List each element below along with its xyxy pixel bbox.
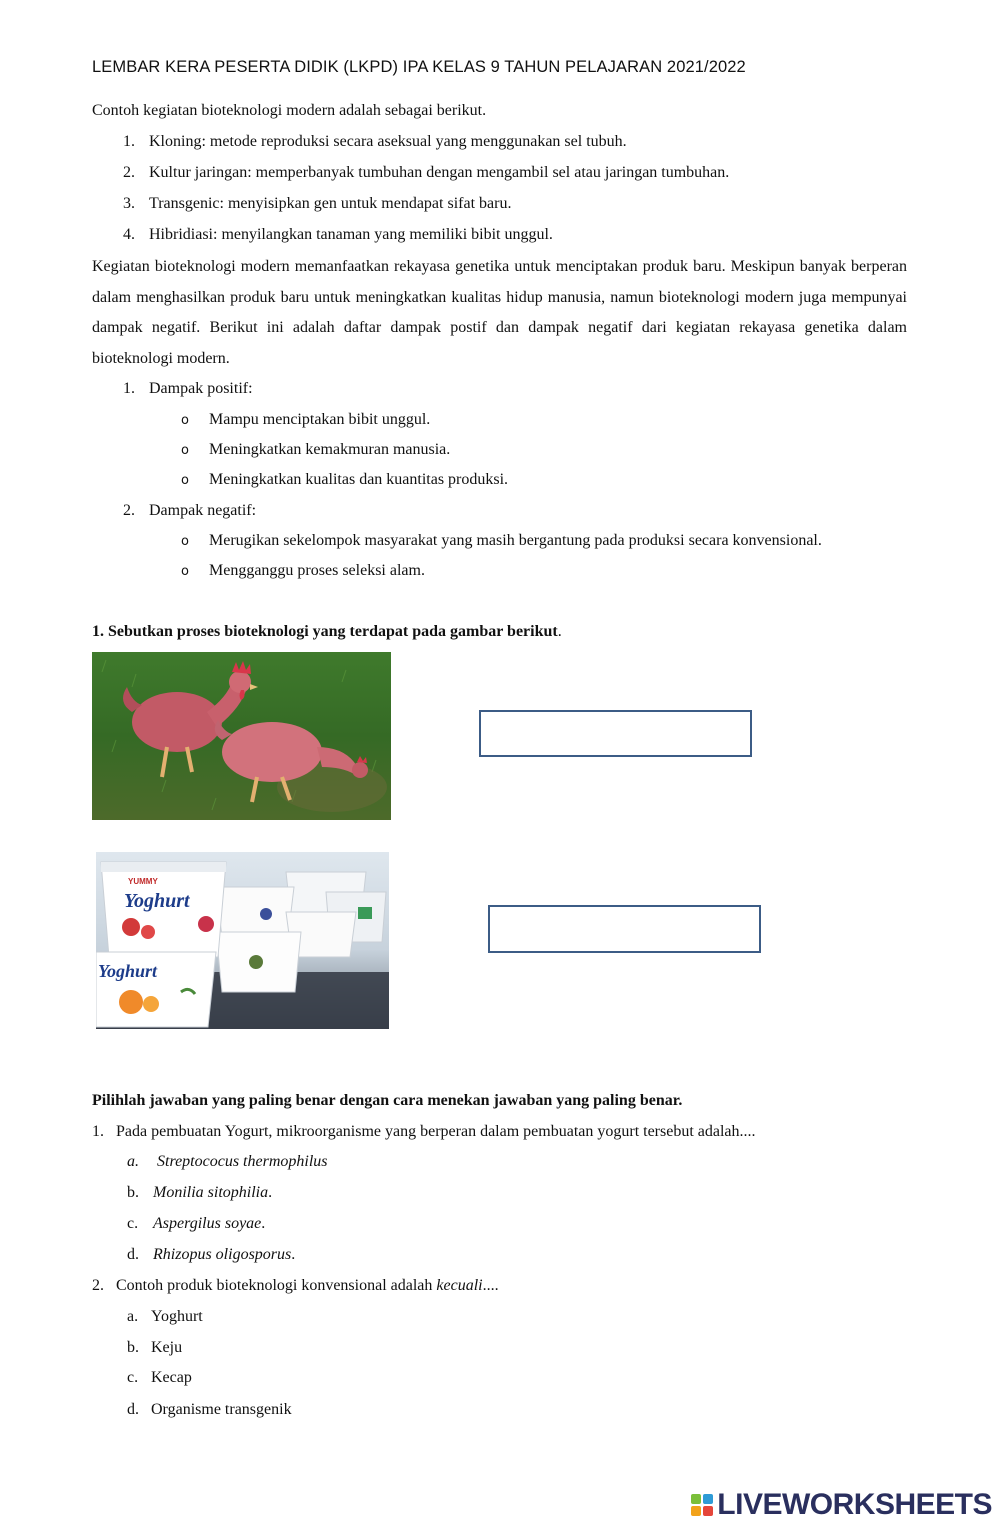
answer-box-2[interactable]	[488, 905, 761, 953]
list-item: 2. Kultur jaringan: memperbanyak tumbuhan dengan mengambil sel atau jaringan tumbuhan.	[123, 164, 730, 181]
yoghurt-label-front: Yoghurt	[124, 890, 190, 912]
mc-question-2: 2. Contoh produk bioteknologi konvensional adalah kecuali....	[92, 1277, 499, 1294]
list-item: o Meningkatkan kualitas dan kuantitas produksi.	[181, 471, 509, 488]
intro-text: Contoh kegiatan bioteknologi modern adalah sebagai berikut.	[92, 102, 487, 119]
list-item: o Meningkatkan kemakmuran manusia.	[181, 441, 451, 458]
mc-option-2d[interactable]: d. Organisme transgenik	[127, 1401, 292, 1418]
liveworksheets-logo-text: LIVEWORKSHEETS	[717, 1488, 992, 1521]
mc-option-1c[interactable]: c. Aspergilus soyae.	[127, 1215, 266, 1232]
answer-box-1[interactable]	[479, 710, 752, 757]
liveworksheets-logo	[691, 1488, 992, 1522]
mc-instruction: Pilihlah jawaban yang paling benar dengan cara menekan jawaban yang paling benar.	[92, 1092, 683, 1109]
mc-option-2c[interactable]: c. Kecap	[127, 1369, 192, 1386]
mc-option-2a[interactable]: a. Yoghurt	[127, 1308, 203, 1325]
list-item: 4. Hibridiasi: menyilangkan tanaman yang memiliki bibit unggul.	[123, 226, 553, 243]
yoghurt-cups-image	[96, 852, 389, 1029]
impact-negative-heading: 2. Dampak negatif:	[123, 502, 257, 519]
list-item: 3. Transgenic: menyisipkan gen untuk mendapat sifat baru.	[123, 195, 512, 212]
list-item: 1. Kloning: metode reproduksi secara aseksual yang menggunakan sel tubuh.	[123, 133, 627, 150]
mc-option-1d[interactable]: d. Rhizopus oligosporus.	[127, 1246, 296, 1263]
liveworksheets-logo-icon	[691, 1494, 713, 1516]
impact-positive-heading: 1. Dampak positif:	[123, 380, 253, 397]
mc-option-1a[interactable]: a. Streptococus thermophilus	[127, 1153, 328, 1170]
list-item: o Mampu menciptakan bibit unggul.	[181, 411, 431, 428]
yoghurt-label-bottom: Yoghurt	[98, 961, 158, 981]
worksheet-title: LEMBAR KERA PESERTA DIDIK (LKPD) IPA KELAS 9 TAHUN PELAJARAN 2021/2022	[92, 58, 746, 76]
list-item: o Merugikan sekelompok masyarakat yang masih bergantung pada produksi secara konvensional.	[181, 532, 822, 549]
question-1-prompt: 1. Sebutkan proses bioteknologi yang terdapat pada gambar berikut.	[92, 623, 562, 640]
body-paragraph: Kegiatan bioteknologi modern memanfaatkan rekayasa genetika untuk menciptakan produk baru. Meskipun banyak berperan dalam menghasilkan produk baru untuk meningkatkan kualitas hidup manusia, namun bioteknologi modern juga mempunyai dampak negatif. Berikut ini adalah daftar dampak postif dan dampak negatif dari kegiatan rekayasa genetika dalam bioteknologi modern.	[92, 258, 907, 367]
mc-option-1b[interactable]: b. Monilia sitophilia.	[127, 1184, 273, 1201]
list-item: o Mengganggu proses seleksi alam.	[181, 562, 425, 579]
yoghurt-brand-label: YUMMY	[128, 877, 158, 886]
mc-option-2b[interactable]: b. Keju	[127, 1339, 183, 1356]
featherless-chicken-image	[92, 652, 391, 820]
mc-question-1: 1. Pada pembuatan Yogurt, mikroorganisme yang berperan dalam pembuatan yogurt tersebut adalah....	[92, 1123, 756, 1140]
